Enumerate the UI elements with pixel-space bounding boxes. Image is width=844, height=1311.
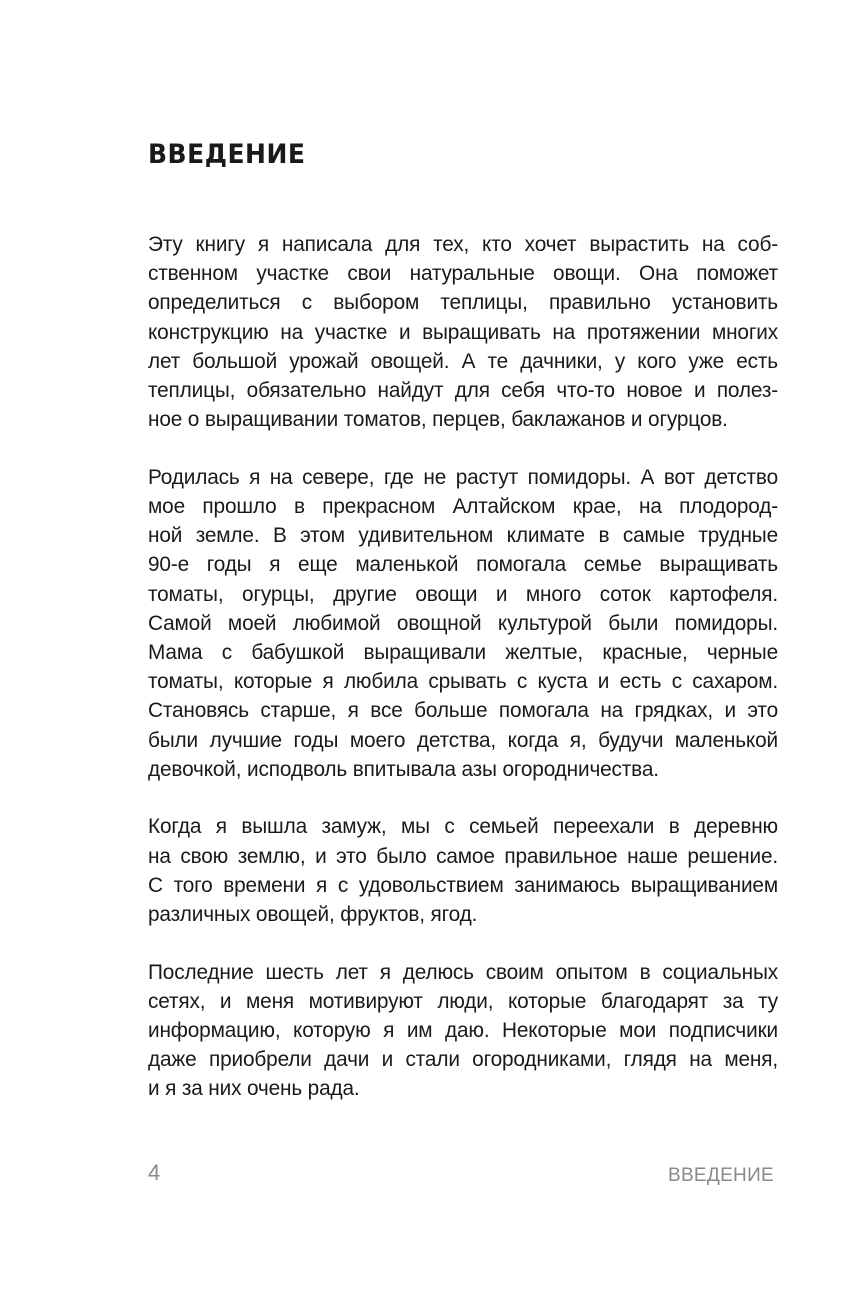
text-line: различных овощей, фруктов, ягод. — [148, 902, 478, 926]
text-line: Когда я вышла замуж, мы с семьей переехали в деревню — [148, 815, 778, 839]
text-line: даже приобрели дачи и стали огородниками, глядя на меня, — [148, 1048, 778, 1072]
text-line: ное о выращивании томатов, перцев, баклажанов и огурцов. — [148, 408, 728, 432]
text-line: информацию, которую я им даю. Некоторые мои подписчики — [148, 1019, 778, 1042]
text-line: Становясь старше, я все больше помогала на грядках, и это — [148, 699, 778, 723]
paragraph-3 — [148, 812, 778, 929]
paragraph-2 — [148, 463, 778, 784]
text-line: ной земле. В этом удивительном климате в самые трудные — [148, 524, 778, 548]
text-line: теплицы, обязательно найдут для себя что-то новое и полез- — [148, 378, 778, 402]
text-line: лет большой урожай овощей. А те дачники, у кого уже есть — [148, 349, 778, 373]
text-line: конструкцию на участке и выращивать на протяжении многих — [148, 320, 778, 344]
text-line: ственном участке свои натуральные овощи. Она поможет — [148, 262, 778, 286]
text-line: определиться с выбором теплицы, правильно установить — [148, 291, 778, 315]
text-line: Последние шесть лет я делюсь своим опытом в социальных — [148, 960, 778, 984]
text-line: томаты, огурцы, другие овощи и много соток картофеля. — [148, 582, 778, 606]
text-line: С того времени я с удовольствием занимаюсь выращиванием — [148, 873, 778, 897]
text-line: Родилась я на севере, где не растут помидоры. А вот детство — [148, 465, 778, 489]
text-line: мое прошло в прекрасном Алтайском крае, на плодород- — [148, 495, 778, 518]
text-line: девочкой, исподволь впитывала азы огородничества. — [148, 757, 659, 781]
text-line: Эту книгу я написала для тех, кто хочет вырастить на соб- — [148, 233, 778, 256]
text-line: на свою землю, и это было самое правильное наше решение. — [148, 844, 778, 868]
chapter-title: ВВЕДЕНИЕ — [148, 138, 306, 170]
text-line: 90-е годы я еще маленькой помогала семье выращивать — [148, 553, 778, 577]
paragraph-4 — [148, 958, 778, 1104]
text-line: томаты, которые я любила срывать с куста и есть с сахаром. — [148, 670, 778, 694]
paragraph-1 — [148, 230, 778, 434]
text-line: Мама с бабушкой выращивали желтые, красные, черные — [148, 640, 778, 664]
text-line: были лучшие годы моего детства, когда я, будучи маленькой — [148, 728, 778, 752]
body-text — [148, 230, 778, 1132]
page-number: 4 — [148, 1160, 161, 1185]
text-line: и я за них очень рада. — [148, 1077, 360, 1101]
running-title: ВВЕДЕНИЕ — [667, 1165, 774, 1186]
text-line: сетях, и меня мотивируют люди, которые благодарят за ту — [148, 989, 778, 1013]
text-line: Самой моей любимой овощной культурой были помидоры. — [148, 611, 778, 635]
